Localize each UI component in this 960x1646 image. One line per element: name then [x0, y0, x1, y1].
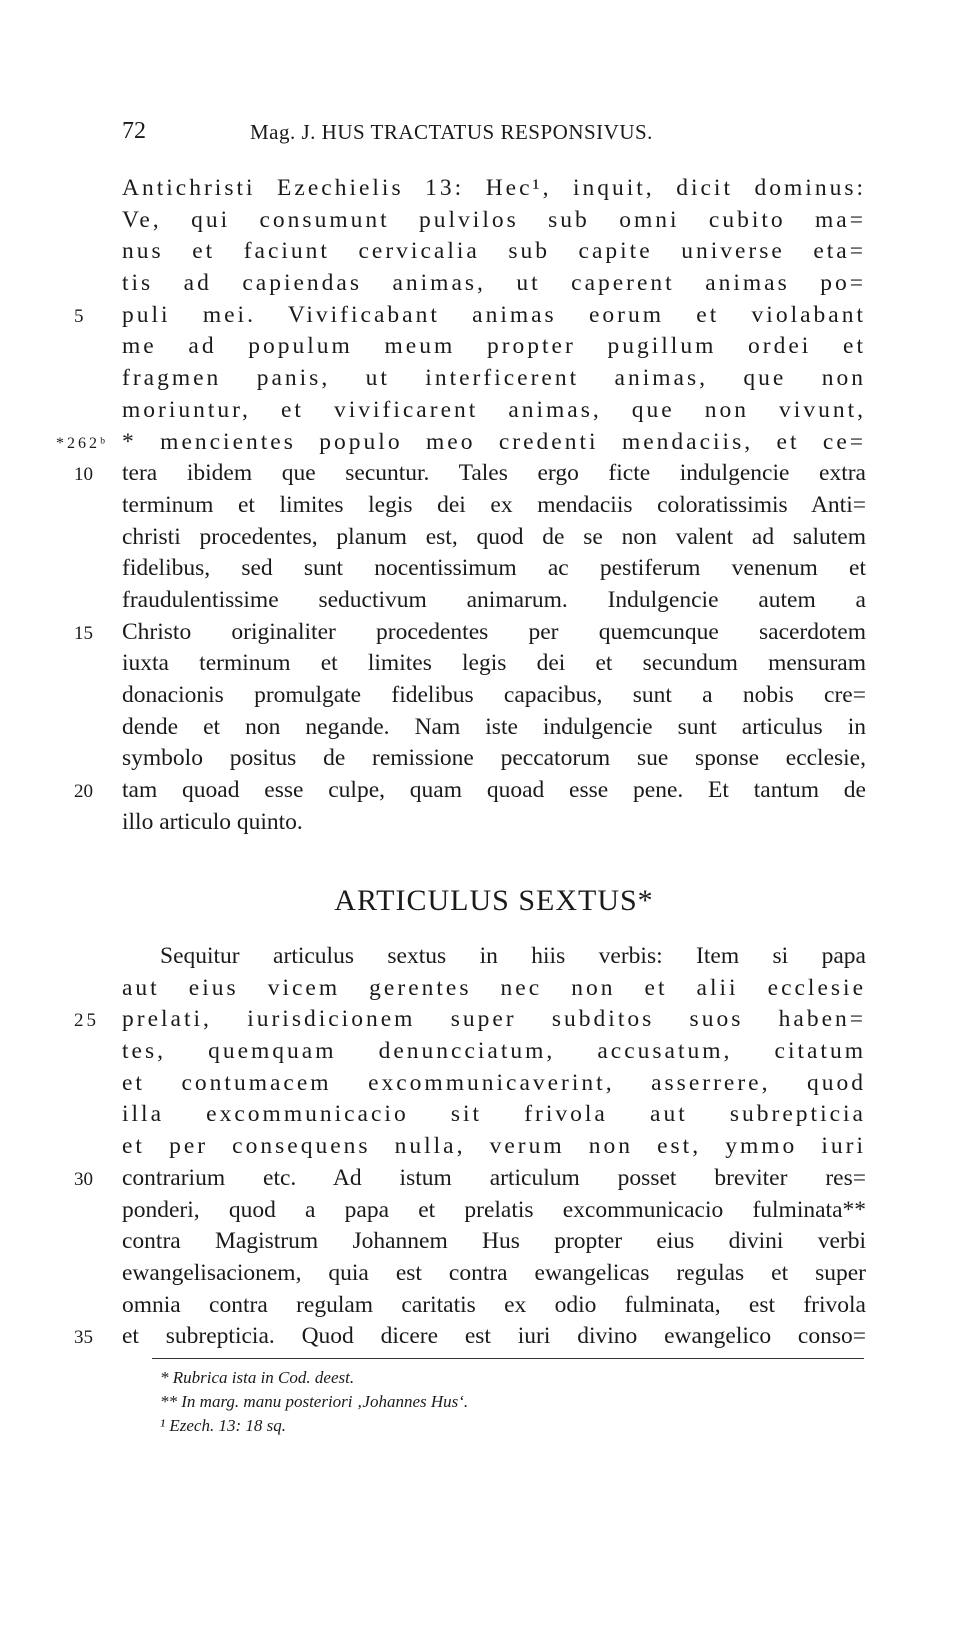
line-number: 30 — [74, 1168, 93, 1190]
text-line: Antichristi Ezechielis 13: Hec¹, inquit, dicit dominus: — [122, 175, 866, 201]
page-number: 72 — [122, 118, 146, 144]
text-line: dende et non negande. Nam iste indulgencie sunt articulus in — [122, 713, 866, 740]
line-number: 15 — [74, 622, 93, 644]
text-line: fraudulentissime seductivum animarum. Indulgencie autem a — [122, 586, 866, 613]
running-title: Mag. J. HUS TRACTATUS RESPONSIVUS. — [250, 120, 653, 144]
text-line: fidelibus, sed sunt nocentissimum ac pestiferum venenum et — [122, 555, 866, 582]
text-line: ponderi, quod a papa et prelatis excommunicacio fulminata** — [122, 1196, 866, 1223]
footnotes — [160, 1366, 860, 1438]
text-line: 20 tam quoad esse culpe, quam quoad esse pene. Et tantum de — [122, 775, 866, 807]
text-line: Sequitur articulus sextus in hiis verbis: Item si papa — [160, 943, 866, 969]
line-number: 10 — [74, 464, 93, 486]
text-line: fragmen panis, ut interficerent animas, que non — [122, 365, 866, 392]
text-line: 30 contrarium etc. Ad istum articulum posset breviter res= — [122, 1163, 866, 1195]
folio-marker: *262ᵇ — [56, 434, 108, 452]
section-heading: ARTICULUS SEXTUS* — [334, 884, 654, 917]
text-line: contra Magistrum Johannem Hus propter eius divini verbi — [122, 1228, 866, 1255]
text-line: 5 puli mei. Vivificabant animas eorum et violabant — [122, 300, 866, 332]
text-line: terminum et limites legis dei ex mendaciis coloratissimis Anti= — [122, 491, 866, 518]
text-line: illa excommunicacio sit frivola aut subrepticia — [122, 1101, 866, 1128]
text-line: moriuntur, et vivificarent animas, que non vivunt, — [122, 396, 866, 423]
text-line: donacionis promulgate fidelibus capacibus, sunt a nobis cre= — [122, 682, 866, 708]
text-line: 15 Christo originaliter procedentes per quemcunque sacerdotem — [122, 617, 866, 649]
footnote: ** In marg. manu posteriori ‚Johannes Hus‘. — [160, 1392, 469, 1411]
text-line: nus et faciunt cervicalia sub capite universe eta= — [122, 238, 866, 265]
text-line: tis ad capiendas animas, ut caperent animas po= — [122, 270, 866, 297]
footnote: ¹ Ezech. 13: 18 sq. — [160, 1416, 286, 1435]
text-line: iuxta terminum et limites legis dei et secundum mensuram — [122, 650, 866, 677]
footnote: * Rubrica ista in Cod. deest. — [160, 1368, 355, 1387]
line-number: 20 — [74, 781, 93, 803]
text-line: ewangelisacionem, quia est contra ewangelicas regulas et super — [122, 1259, 866, 1286]
page-header — [122, 118, 862, 158]
text-line: me ad populum meum propter pugillum ordei et — [122, 333, 866, 360]
text-line: 25 prelati, iurisdicionem super subditos suos haben= — [122, 1004, 866, 1036]
text-line: et per consequens nulla, verum non est, ymmo iuri — [122, 1133, 866, 1160]
text-line: *262ᵇ * mencientes populo meo credenti mendaciis, et ce= — [122, 427, 866, 459]
line-number: 25 — [74, 1010, 99, 1032]
main-text-block-1 — [56, 173, 866, 838]
text-line: 35 et subrepticia. Quod dicere est iuri divino ewangelico conso= — [122, 1321, 866, 1353]
text-line: 10 tera ibidem que secuntur. Tales ergo ficte indulgencie extra — [122, 458, 866, 490]
text-line: omnia contra regulam caritatis ex odio fulminata, est frivola — [122, 1291, 866, 1318]
text-line: christi procedentes, planum est, quod de se non valent ad salutem — [122, 523, 866, 550]
text-line: symbolo positus de remissione peccatorum sue sponse ecclesie, — [122, 745, 866, 772]
footnote-divider — [152, 1358, 864, 1359]
line-number: 5 — [74, 305, 87, 327]
text-line: Ve, qui consumunt pulvilos sub omni cubito ma= — [122, 206, 866, 233]
text-line: tes, quemquam denuncciatum, accusatum, citatum — [122, 1038, 866, 1065]
text-line: illo articulo quinto. — [122, 808, 303, 835]
text-line: et contumacem excommunicaverint, asserrere, quod — [122, 1069, 866, 1096]
line-number: 35 — [74, 1327, 93, 1349]
main-text-block-2 — [74, 941, 866, 1353]
text-line: aut eius vicem gerentes nec non et alii ecclesie — [122, 974, 866, 1001]
